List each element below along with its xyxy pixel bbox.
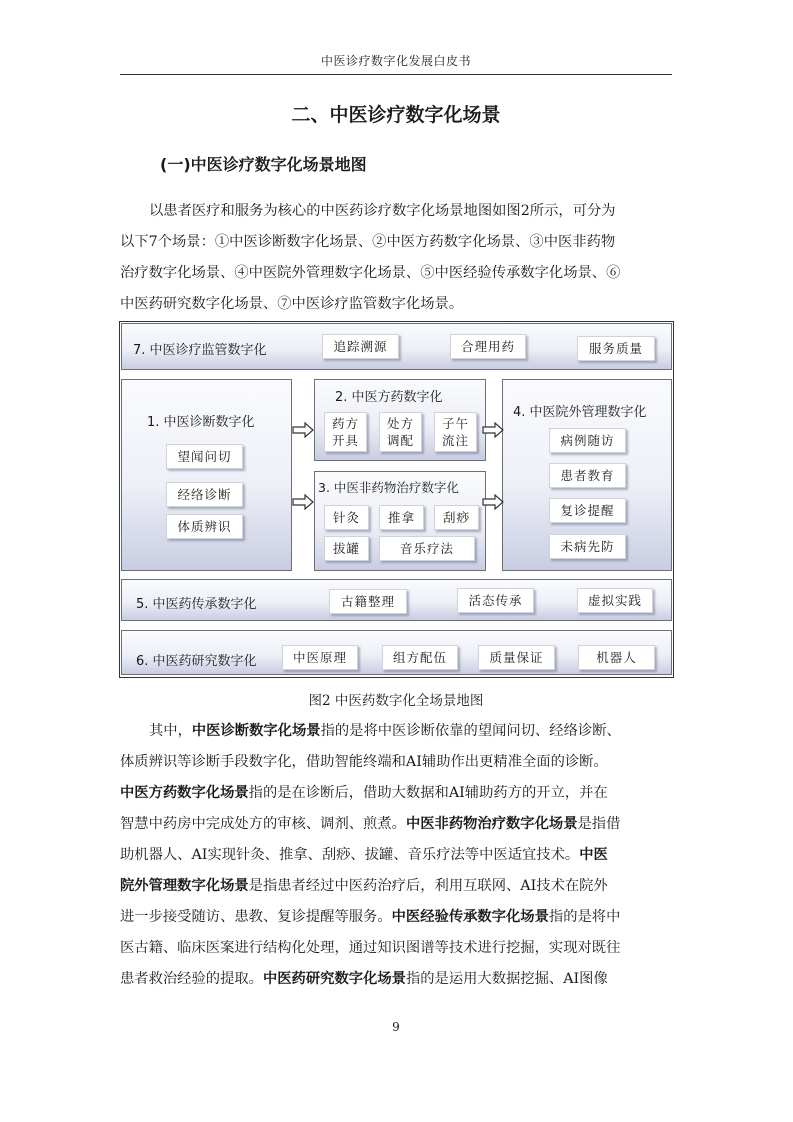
panel-supervision-title: 7. 中医诊疗监管数字化 (133, 343, 267, 358)
chip-tuina: 推拿 (379, 505, 424, 530)
arrow-diagnosis-to-prescription (292, 422, 314, 438)
figure-caption: 图2 中医药数字化全场景地图 (308, 693, 484, 709)
page-number: 9 (392, 1020, 400, 1034)
section-heading: 二、中医诊疗数字化场景 (291, 104, 501, 126)
chip-case-followup: 病例随访 (549, 428, 626, 453)
chip-quality-assurance: 质量保证 (478, 645, 555, 670)
panel-nondrug-therapy (314, 471, 486, 571)
chip-acupuncture: 针灸 (324, 505, 369, 530)
body-text: 指的是将中医诊断依靠的望闻问切、经络诊断、 (320, 723, 621, 739)
panel-nondrug-title: 3. 中医非药物治疗数字化 (318, 480, 459, 495)
body-text: 指的是将中 (548, 909, 621, 925)
intro-line-1-text: 以患者医疗和服务为核心的中医药诊疗数字化场景地图如图2所示，可分为 (149, 203, 616, 219)
chip-prescribing: 药方 开具 (324, 412, 367, 452)
body-line-6 (120, 871, 673, 902)
chip-living-inheritance: 活态传承 (457, 588, 534, 613)
chip-service-quality: 服务质量 (577, 336, 655, 361)
term-outpatient-scenario-end: 院外管理数字化场景 (120, 878, 249, 894)
arrow-diagnosis-to-nondrug (292, 494, 314, 510)
chip-ziwu-liuzhu: 子午 流注 (434, 412, 477, 452)
body-text: 进一步接受随访、患教、复诊提醒等服务。 (120, 909, 392, 925)
panel-diagnosis-title: 1. 中医诊断数字化 (147, 415, 255, 430)
body-text: 智慧中药房中完成处方的审核、调剂、煎煮。 (120, 816, 406, 832)
arrow-prescription-to-outpatient (482, 422, 504, 438)
chip-ancient-books: 古籍整理 (329, 589, 407, 614)
body-text: 患者救治经验的提取。 (120, 971, 263, 987)
body-line-2: 体质辨识等诊断手段数字化，借助智能终端和AI辅助作出更精准全面的诊断。 (120, 754, 608, 770)
chip-meridian-diagnosis: 经络诊断 (166, 482, 243, 507)
arrow-nondrug-to-outpatient (482, 494, 504, 510)
body-line-3 (120, 778, 673, 809)
chip-disease-prevention: 未病先防 (549, 534, 626, 559)
panel-diagnosis (121, 379, 292, 571)
header-rule (120, 74, 672, 75)
panel-prescription-title: 2. 中医方药数字化 (335, 390, 443, 405)
body-line-7 (120, 902, 673, 933)
body-line-9 (120, 964, 673, 995)
term-prescription-scenario: 中医方药数字化场景 (120, 785, 249, 801)
chip-robot: 机器人 (578, 645, 655, 670)
running-header: 中医诊疗数字化发展白皮书 (320, 54, 471, 68)
body-text: 助机器人、AI实现针灸、推拿、刮痧、拔罐、音乐疗法等中医适宜技术。 (120, 847, 580, 863)
intro-line-3: 治疗数字化场景、④中医院外管理数字化场景、⑤中医经验传承数字化场景、⑥ (120, 265, 621, 281)
panel-outpatient-management (502, 379, 672, 571)
chip-traceability: 追踪溯源 (322, 334, 399, 359)
chip-formula-compatibility: 组方配伍 (382, 645, 458, 670)
body-line-4 (120, 809, 673, 840)
chip-dispensing: 处方 调配 (379, 412, 422, 452)
chip-four-diagnostics: 望闻问切 (166, 444, 243, 469)
intro-line-4: 中医药研究数字化场景、⑦中医诊疗监管数字化场景。 (120, 296, 464, 312)
chip-tcm-principles: 中医原理 (282, 645, 358, 670)
panel-research (121, 630, 672, 675)
body-line-5 (120, 840, 673, 871)
body-text: 是指借 (577, 816, 621, 832)
intro-line-1 (120, 196, 673, 227)
term-outpatient-scenario-start: 中医 (579, 847, 608, 863)
body-text: 是指患者经过中医药治疗后，利用互联网、AI技术在院外 (248, 878, 608, 894)
chip-cupping: 拔罐 (324, 536, 369, 561)
chip-virtual-practice: 虚拟实践 (577, 588, 653, 613)
body-text: 指的是运用大数据挖掘、AI图像 (405, 971, 608, 987)
panel-supervision (121, 323, 672, 370)
term-nondrug-scenario: 中医非药物治疗数字化场景 (405, 816, 578, 832)
body-text: 其中， (149, 723, 192, 739)
body-text: 指的是在诊断后，借助大数据和AI辅助药方的开立，并在 (248, 785, 608, 801)
chip-patient-education: 患者教育 (549, 463, 626, 488)
term-research-scenario: 中医药研究数字化场景 (262, 971, 406, 987)
body-paragraph (120, 716, 673, 995)
subsection-heading: (一)中医诊疗数字化场景地图 (160, 155, 367, 174)
body-line-8: 医古籍、临床医案进行结构化处理，通过知识图谱等技术进行挖掘，实现对既往 (120, 940, 621, 956)
chip-rational-drug-use: 合理用药 (450, 334, 526, 359)
panel-prescription (314, 379, 486, 461)
panel-inheritance-title: 5. 中医药传承数字化 (136, 597, 257, 612)
panel-research-title: 6. 中医药研究数字化 (136, 654, 257, 669)
chip-music-therapy: 音乐疗法 (379, 536, 475, 561)
panel-inheritance (121, 579, 672, 621)
term-inheritance-scenario: 中医经验传承数字化场景 (391, 909, 549, 925)
term-diagnosis-scenario: 中医诊断数字化场景 (191, 723, 321, 739)
chip-guasha: 刮痧 (434, 505, 479, 530)
panel-outpatient-title: 4. 中医院外管理数字化 (513, 405, 647, 420)
intro-line-2: 以下7个场景：①中医诊断数字化场景、②中医方药数字化场景、③中医非药物 (120, 234, 616, 250)
intro-paragraph (120, 196, 673, 320)
chip-constitution-identification: 体质辨识 (166, 514, 243, 539)
chip-revisit-reminder: 复诊提醒 (549, 498, 626, 523)
body-line-1 (120, 716, 673, 747)
scenario-map-diagram (119, 321, 674, 678)
